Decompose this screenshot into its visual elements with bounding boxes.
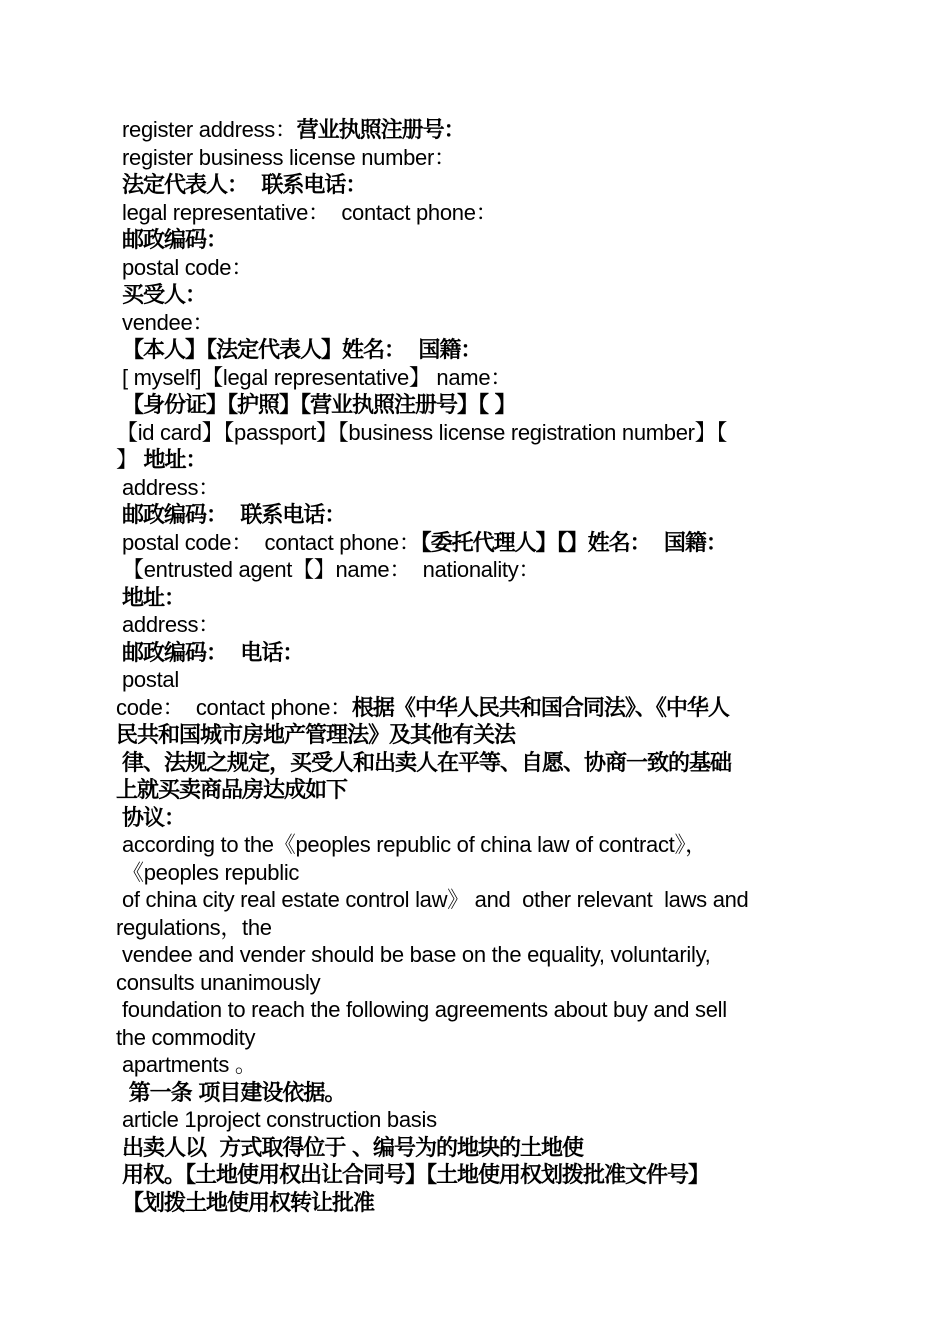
english-text: address：	[122, 612, 220, 637]
english-text: 【id card】【passport】【business license registration number】【	[116, 419, 728, 445]
english-text: 【entrusted agent【】name： nationality：	[122, 557, 541, 582]
english-text: article 1project construction basis	[122, 1107, 437, 1132]
english-text: foundation to reach the following agreements about buy and sell	[122, 997, 727, 1022]
chinese-text: 【身份证】【护照】【营业执照注册号】【 】	[122, 393, 516, 418]
text-line	[116, 1079, 836, 1107]
text-line	[116, 171, 836, 199]
text-line	[116, 474, 836, 502]
chinese-text: 上就买卖商品房达成如下	[116, 778, 348, 803]
english-text: 】	[116, 447, 144, 472]
text-line	[116, 1051, 836, 1079]
english-text: postal	[122, 667, 179, 692]
chinese-text: 律、法规之规定，买受人和出卖人在平等、自愿、协商一致的基础	[122, 750, 732, 776]
text-line	[116, 1106, 836, 1134]
english-text: postal code：	[122, 254, 253, 280]
text-line	[116, 886, 836, 914]
text-line	[116, 336, 836, 364]
chinese-text: 买受人：	[122, 283, 207, 308]
chinese-text: 第一条 项目建设依据。	[122, 1080, 346, 1106]
text-line	[116, 1134, 836, 1162]
english-text: vendee and vender should be base on the equality, voluntarily,	[122, 942, 711, 967]
text-line	[116, 969, 836, 997]
chinese-text: 营业执照注册号：	[296, 118, 465, 143]
text-line	[116, 776, 836, 804]
chinese-text: 邮政编码： 联系电话：	[122, 503, 346, 528]
chinese-text: 【委托代理人】【】姓名： 国籍：	[420, 530, 727, 556]
text-line	[116, 996, 836, 1024]
text-line	[116, 281, 836, 309]
contract-page	[116, 116, 836, 1216]
text-line	[116, 199, 836, 227]
chinese-text: 地址：	[122, 585, 186, 611]
text-line	[116, 501, 836, 529]
chinese-text: 出卖人以 方式取得位于 、编号为的地块的土地使	[122, 1135, 583, 1161]
text-line	[116, 1161, 836, 1189]
english-text: address：	[122, 474, 220, 500]
english-text: of china city real estate control law》 and other relevant laws and	[122, 887, 749, 912]
chinese-text: 根据《中华人民共和国合同法》、《中华人	[351, 695, 729, 721]
text-line	[116, 144, 836, 172]
text-line	[116, 749, 836, 777]
text-line	[116, 804, 836, 832]
english-text: legal representative： contact phone：	[122, 199, 498, 225]
text-line	[116, 721, 836, 749]
text-line	[116, 666, 836, 694]
english-text: code： contact phone：	[116, 694, 352, 720]
text-line	[116, 941, 836, 969]
chinese-text: 协议：	[122, 805, 186, 831]
text-line	[116, 859, 836, 887]
english-text: the commodity	[116, 1024, 256, 1050]
chinese-text: 邮政编码： 电话：	[122, 640, 304, 666]
english-text: apartments 。	[122, 1052, 257, 1077]
chinese-text: 民共和国城市房地产管理法》及其他有关法	[116, 723, 516, 748]
text-line	[116, 556, 836, 584]
english-text: [ myself]【legal representative】 name：	[122, 364, 512, 390]
chinese-text: 【划拨土地使用权转让批准	[122, 1190, 375, 1216]
text-line	[116, 446, 836, 474]
text-line	[116, 529, 836, 557]
text-line	[116, 116, 836, 144]
text-line	[116, 391, 836, 419]
chinese-text: 用权。【土地使用权出让合同号】【土地使用权划拨批准文件号】	[122, 1163, 710, 1188]
english-text: vendee：	[122, 309, 215, 335]
english-text: regulations，the	[116, 914, 272, 940]
english-text: according to the《peoples republic of china law of contract》，	[122, 832, 707, 857]
text-line	[116, 831, 836, 859]
text-line	[116, 639, 836, 667]
text-line	[116, 611, 836, 639]
text-line	[116, 364, 836, 392]
text-line	[116, 254, 836, 282]
text-line	[116, 584, 836, 612]
text-line	[116, 419, 836, 447]
text-line	[116, 694, 836, 722]
text-line	[116, 1024, 836, 1052]
text-line	[116, 914, 836, 942]
english-text: register address：	[122, 117, 297, 142]
chinese-text: 【本人】【法定代表人】姓名： 国籍：	[122, 338, 482, 363]
english-text: 《peoples republic	[122, 859, 300, 885]
text-line	[116, 226, 836, 254]
english-text: postal code： contact phone：	[122, 529, 421, 555]
text-line	[116, 1189, 836, 1217]
chinese-text: 法定代表人： 联系电话：	[122, 173, 367, 198]
chinese-text: 地址：	[143, 448, 207, 473]
english-text: register business license number：	[122, 144, 456, 170]
english-text: consults unanimously	[116, 969, 321, 995]
text-line	[116, 309, 836, 337]
chinese-text: 邮政编码：	[122, 228, 228, 253]
